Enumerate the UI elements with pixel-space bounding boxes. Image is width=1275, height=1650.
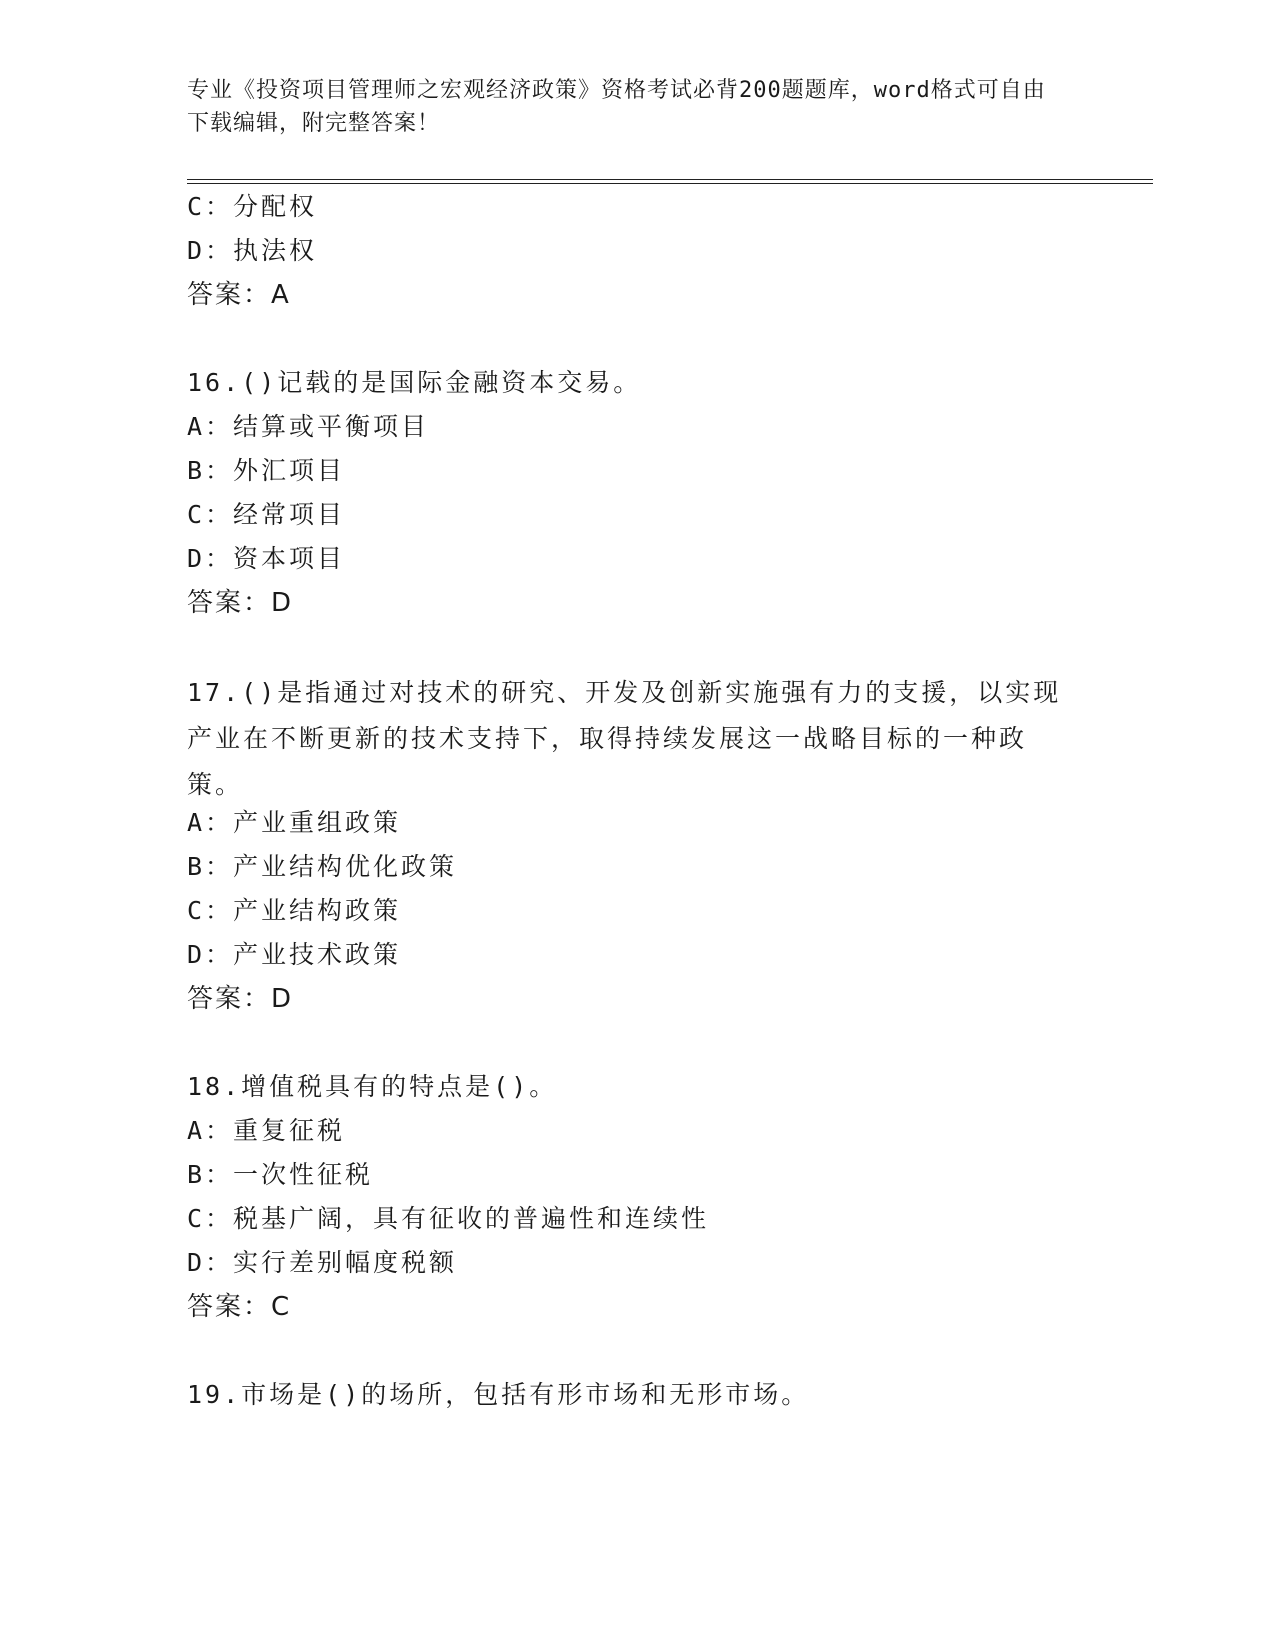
question-18-option-c: C：税基广阔，具有征收的普遍性和连续性 bbox=[187, 1204, 710, 1233]
question-16-answer: 答案：D bbox=[187, 588, 294, 618]
option-d: D：执法权 bbox=[187, 236, 318, 265]
answer-line: 答案：A bbox=[187, 280, 291, 310]
header-divider-bottom bbox=[187, 183, 1153, 184]
option-c: C：分配权 bbox=[187, 192, 318, 221]
question-17-text: 17.()是指通过对技术的研究、开发及创新实施强有力的支援，以实现产业在不断更新的技术支持下，取得持续发展这一战略目标的一种政策。 bbox=[187, 678, 1062, 799]
question-16-option-a: A：结算或平衡项目 bbox=[187, 412, 430, 441]
question-18-option-d: D：实行差别幅度税额 bbox=[187, 1248, 458, 1277]
question-16-text: 16.()记载的是国际金融资本交易。 bbox=[187, 368, 642, 397]
question-17-option-c: C：产业结构政策 bbox=[187, 896, 402, 925]
question-17-option-b: B：产业结构优化政策 bbox=[187, 852, 458, 881]
question-17-option-a: A：产业重组政策 bbox=[187, 808, 402, 837]
question-19-text: 19.市场是()的场所，包括有形市场和无形市场。 bbox=[187, 1380, 810, 1409]
question-16-option-d: D：资本项目 bbox=[187, 544, 346, 573]
question-17-option-d: D：产业技术政策 bbox=[187, 940, 402, 969]
question-18-answer: 答案：C bbox=[187, 1292, 292, 1322]
question-17-answer: 答案：D bbox=[187, 984, 294, 1014]
question-18-option-b: B：一次性征税 bbox=[187, 1160, 374, 1189]
question-18-option-a: A：重复征税 bbox=[187, 1116, 346, 1145]
document-header: 专业《投资项目管理师之宏观经济政策》资格考试必背200题题库，word格式可自由下载编辑，附完整答案！ bbox=[187, 78, 1046, 136]
question-16-option-c: C：经常项目 bbox=[187, 500, 346, 529]
question-18-text: 18.增值税具有的特点是()。 bbox=[187, 1072, 558, 1101]
header-divider-top bbox=[187, 179, 1153, 180]
question-16-option-b: B：外汇项目 bbox=[187, 456, 346, 485]
